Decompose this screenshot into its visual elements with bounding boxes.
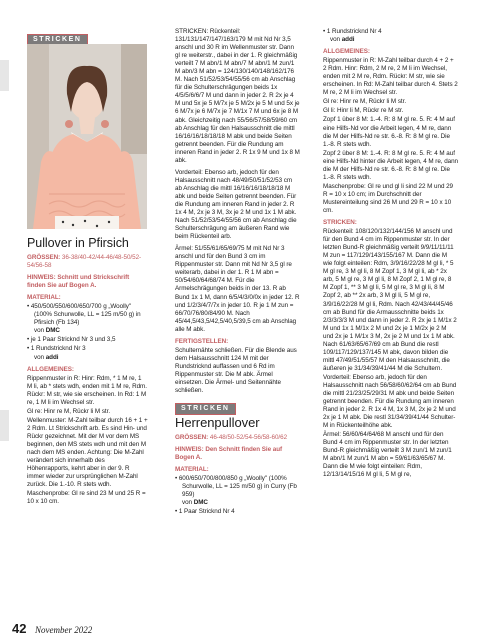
- knit-label-men: STRICKEN:: [323, 219, 357, 227]
- column-3: [323, 28, 458, 484]
- general-rib-men: Rippenmuster in R: M-Zahl teilbar durch 4 + 2 + 2 Rdm. Hinr: Rdm, 2 M re, 2 M li im Wechsel, enden mit 2 M re, Rdm. Rückr: M str, wie sie erscheinen. In Rd: M-Zahl teilbar durch 4. Stets 2 M re, 2 M li im Wechsel str.: [323, 57, 458, 97]
- material-label-peach: MATERIAL:: [27, 294, 61, 302]
- knit-sleeves-men: Ärmel: 56/60/64/64/68 M anschl und für den Bund 4 cm im Rippenmuster str. In der letzten Bund-R gleichmäßig verteilt 3 M zun/1 M zun/1 M abn/1 M zun/1 M abn = 59/61/63/65/67 M. Dann die M wie folgt einteilen: Rdm, 12/13/14/15/16 M gl li, 5 M gl re,: [323, 431, 452, 479]
- stricken-tag: STRICKEN: [27, 34, 88, 45]
- general-cable2: Zopf 2 über 8 M: 1.-4. R: 8 M gl re. 5. R: 4 M auf eine Hilfs-Nd hinter die Arbeit legen, 4 M re, dann die M der Hilfs-Nd re str. 6.-8. R: 8 M gl re. Die 1.-8. R stets wdh.: [323, 149, 459, 181]
- finishing-label: FERTIGSTELLEN:: [175, 337, 229, 345]
- knit-sleeves: Ärmel: 51/55/61/65/69/75 M mit Nd Nr 3 anschl und für den Bund 3 cm im Rippenmuster str. Dann mit Nd Nr 3,5 gl re weiterarb, dabei in der 1. R 1 M abn = 50/54/60/64/68/74 M. Für die Armelschrägungen beids in der 13. R ab Bund 1x 1 M, dann 6/5/4/3/0/0x in jeder 12. R und 1/2/3/4/7/7x in jeder 10. R je 1 M zun = 66/70/76/80/84/90 M. Nach 45/44,5/43,5/42,5/40,5/39,5 cm ab Anschlag alle M abk.: [175, 245, 300, 333]
- general-stockinette: Gl re: Hinr re M, Rückr li M str.: [27, 407, 111, 415]
- hint-men: HINWEIS: Den Schnitt finden Sie auf Bogen A.: [175, 446, 283, 462]
- hint-peach: HINWEIS: Schnitt und Strickschrift finden Sie auf Bogen A.: [27, 274, 130, 290]
- sizes-peach: GRÖSSEN: 36-38/40-42/44-46/48-50/52-54/56-58: [27, 254, 142, 270]
- column-1: [27, 236, 148, 510]
- general-label-men: ALLGEMEINES:: [323, 48, 370, 56]
- sizes-men: GRÖSSEN: 46-48/50-52/54-56/58-60/62: [175, 434, 288, 442]
- material-item-circular: • 1 Rundstricknd Nr 3 von addi: [27, 345, 86, 361]
- material-item-circular-men: • 1 Rundstricknd Nr 4 von addi: [323, 28, 382, 44]
- general-gauge: Maschenprobe: Gl re sind 23 M und 25 R = 10 x 10 cm.: [27, 490, 146, 506]
- knit-back: STRICKEN: Rückenteil: 131/131/147/147/163/179 M mit Nd Nr 3,5 anschl und 30 R im Wellenmuster str. Dann gl re weiterstr., dabei in der 1. R gleichmäßig verteilt 7 M abn/1 M abn/7 M abn/1 M zun/1 M abn/3 M abn = 124/130/140/148/162/176 M. Nach 51/52/53/54/55/56 cm ab Anschlag für die Schulterschrägungen beids 1x 4/5/5/6/6/7 M und dann in jeder 2. R 2x je 4 M und 5x je 5 M/7x je 5 M/2x je 5 M und 5x je 6 M/7x je 6 M/7x je 7 M/1x 7 M und 6x je 8 M abk. Gleichzeitig nach 55/56/57/58/59/60 cm ab Anschlag für den Halsausschnitt die mittl 16/16/16/18/18/18 M abk und beide Seiten getrennt beenden. Für die Rundung am inneren Rand in jeder 2. R 1x 9 M und 1x 8 M abk.: [175, 28, 300, 164]
- column-2: [175, 28, 300, 521]
- material-item-needles: • je 1 Paar Stricknd Nr 3 und 3,5: [27, 336, 116, 344]
- general-gauge-men: Maschenprobe: Gl re und gl li sind 22 M und 29 R = 10 x 10 cm; im Durchschnitt der Mustereinteilung sind 26 M und 29 R = 10 x 10 cm.: [323, 182, 454, 214]
- general-st-men: Gl re: Hinr re M, Rückr li M str.: [323, 98, 407, 106]
- page-edge-bar-top: [0, 60, 9, 91]
- material-item-yarn: • 450/500/550/600/650/700 g „Woolly" (100% Schurwolle, LL = 125 m/50 g) in Pfirsich (Fb 134) von DMC: [27, 303, 141, 335]
- pattern-title-peach: Pullover in Pfirsich: [27, 236, 129, 250]
- issue-month: November 2022: [34, 625, 93, 635]
- general-wave: Wellenmuster: M-Zahl teilbar durch 16 + 1 + 2 Rdm. Lt Strickschrift arb. Es sind Hin- und Rückr gezeichnet. Mit der M vor dem MS beginnen, den MS stets wdh und mit den M nach dem MS enden. Achtung: Die M-Zahl verändert sich innerhalb des Höhenrapports, kehrt aber in der 9. R immer wieder zur ursprünglichen M-Zahl zurück. Die 1.-10. R stets wdh.: [27, 416, 148, 489]
- section-tag-2: [175, 403, 300, 415]
- page-footer: [12, 621, 92, 636]
- general-rib: Rippenmuster in R: Hinr: Rdm, * 1 M re, 1 M li, ab * stets wdh, enden mit 1 M re, Rdm. Rückr: M str, wie sie erscheinen. In Rd: 1 M re, 1 M li im Wechsel str.: [27, 374, 147, 406]
- pattern-title-men: Herrenpullover: [175, 415, 260, 431]
- material-item-needles-men: • 1 Paar Stricknd Nr 4: [175, 508, 235, 516]
- knit-front-men: Vorderteil: Ebenso arb, jedoch für den Halsausschnitt nach 56/58/60/62/64 cm ab Bund die mittl 21/23/25/29/31 M abk und beide Seiten getrennt beenden. Für die Rundung am inneren Rand in jeder 2. R 1x 4 M, 1x 3 M, 2x je 2 M und 2x je 1 M abk. Die restl 31/34/39/41/44 Schulter-M in Rückenteilhöhe abk.: [323, 373, 457, 430]
- model-photo: [27, 44, 147, 229]
- finishing-text: Schulternähte schließen. Für die Blende aus dem Halsausschnitt 124 M mit der Rundstricknd auffassen und 6 Rd im Rippenmuster str. Die M abk. Ärmel einsetzen. Die Ärmel- und Seitennähte schließen.: [175, 346, 297, 395]
- knit-back-men: Rückenteil: 108/120/132/144/156 M anschl und für den Bund 4 cm im Rippenmuster str. In der letzten Bund-R gleichmäßig verteilt 9/9/11/11/11 M zun = 117/129/143/155/167 M. Dann die M wie folgt einteilen: Rdm, 3/9/16/22/28 M gl li, * 5 M gl re, 3 M gl li, 8 M Zopf 1, 3 M gl li, ab * 2x arb, 5 M gl re, 3 M gl li, 8 M Zopf 2, 1 M gl re, 8 M Zopf 1, ** 3 M gl li, 5 M gl re, 3 M gl li, 8 M Zopf 2, ab ** 2x arb, 3 M gl li, 5 M gl re, 3/9/16/22/28 M gl li, Rdm. Nach 42/43/44/45/46 cm ab Bund für die Armausschnitte beids 1x 2/3/3/3/3 M und dann in jeder 2. R 2x je 1 M/1x 2 M und 1x 1 M/1x 2 M und 2x je 1 M/2x je 2 M und 2x je 1 M/1x 3 M, 2x je 2 M und 1x 1 M abk. Nach 61/63/65/67/69 cm ab Bund die restl 109/117/129/137/145 M abk, davon bilden die mittl 47/49/51/55/57 M den Halsausschnitt, die äußeren je 31/34/39/41/44 M die Schultern.: [323, 228, 457, 372]
- general-cable1: Zopf 1 über 8 M: 1.-4. R: 8 M gl re. 5. R: 4 M auf eine Hilfs-Nd vor die Arbeit legen, 4 M re, dann die M der Hilfs-Nd re str. 6.-8. R: 8 M gl re. Die 1.-8. R stets wdh.: [323, 116, 455, 148]
- woman-in-peach-sweater-image: [27, 44, 147, 229]
- material-item-yarn-men: • 600/650/700/800/850 g „Woolly" (100% Schurwolle, LL = 125 m/50 g) in Curry (Fb 959) von DMC: [175, 475, 297, 507]
- page-number: 42: [12, 621, 27, 636]
- page-edge-bar-bottom: [0, 410, 9, 441]
- knit-front: Vorderteil: Ebenso arb, jedoch für den Halsausschnitt nach 48/49/50/51/52/53 cm ab Anschlag die mittl 16/16/16/18/18/18 M abk und beide Seiten getrennt beenden. Für die Rundung am inneren Rand in jeder 2. R 1x 4 M, 2x je 3 M, 3x je 2 M und 1x 1 M abk. Nach 51/52/53/54/55/56 cm ab Anschlag die Schulterschrägung am äußeren Rand wie beim Rückenteil arb.: [175, 168, 297, 241]
- stricken-tag-2: STRICKEN: [175, 403, 236, 415]
- material-label-men: MATERIAL:: [175, 466, 209, 474]
- general-label-peach: ALLGEMEINES:: [27, 365, 74, 373]
- general-rev-st-men: Gl li: Hinr li M, Rückr re M str.: [323, 107, 404, 115]
